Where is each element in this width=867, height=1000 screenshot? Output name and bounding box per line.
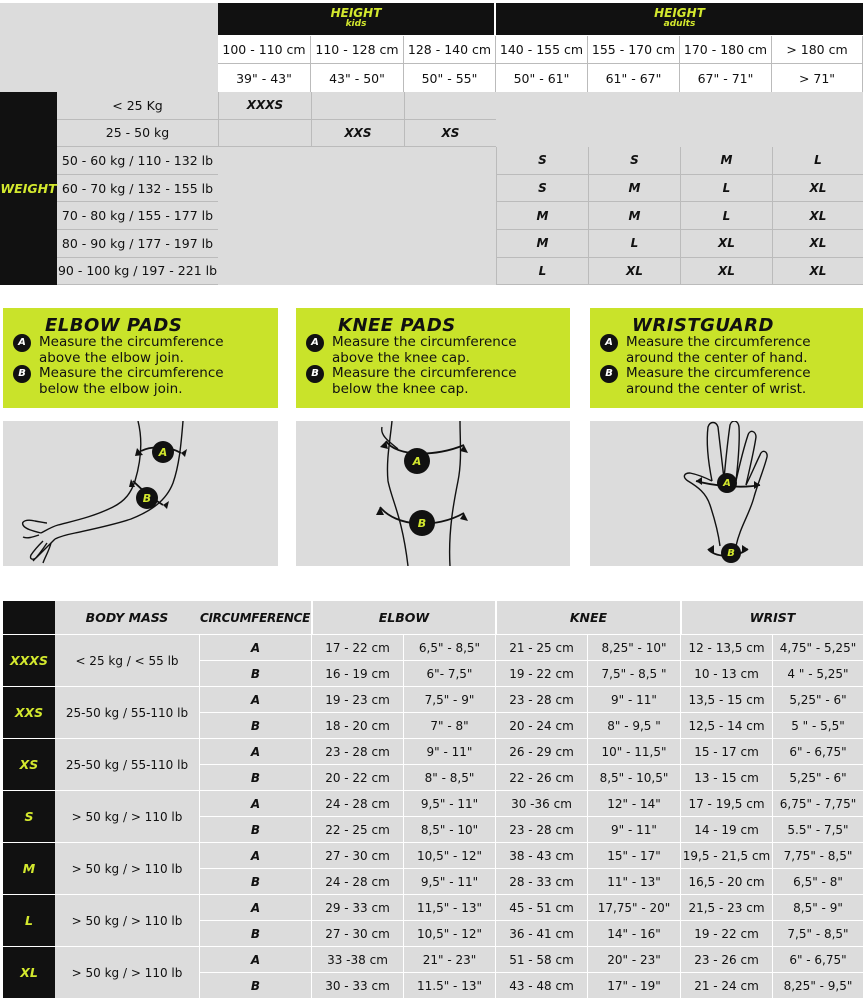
header-knee: KNEE [495,601,680,634]
value-cell: 7,75" - 8,5" [772,843,863,868]
instruction-text: Measure the circumference [39,334,224,350]
instruction-text: Measure the circumference [332,365,517,381]
circ-a-cell: A [199,791,311,816]
size-cell: XL [772,230,863,258]
top-corner [0,3,218,92]
value-cell: 7" - 8" [403,713,495,738]
circ-b-cell: B [199,921,311,946]
circ-a-cell: A [199,947,311,972]
value-cell: 14" - 16" [587,921,680,946]
circ-b-cell: B [199,765,311,790]
height-inch-cell: 50" - 61" [496,64,588,92]
height-inch-cell: 50" - 55" [404,64,496,92]
body-mass-cell: 25-50 kg / 55-110 lb [55,739,199,790]
marker-b: B [136,487,158,509]
instruction-a [600,335,853,366]
value-cell: 26 - 29 cm [495,739,587,764]
size-cell: XXXS [218,92,311,120]
elbow-illustration [3,421,278,566]
value-cell: 21" - 23" [403,947,495,972]
value-cell: 5.5" - 7,5" [772,817,863,842]
circ-a-cell: A [199,895,311,920]
measure-panel [3,308,278,408]
marker-a: A [404,448,430,474]
header-circumference: CIRCUMFERENCE [200,610,310,625]
marker-a: A [306,334,324,352]
size-cell: S [588,147,680,175]
size-cell: M [496,230,588,258]
size-label: XL [3,947,55,998]
body-mass-cell: 25-50 kg / 55-110 lb [55,687,199,738]
value-cell: 6" - 6,75" [772,739,863,764]
marker-a: A [152,441,174,463]
body-mass-cell: > 50 kg / > 110 lb [55,791,199,842]
instruction-text: Measure the circumference [626,334,811,350]
value-cell: 5 " - 5,5" [772,713,863,738]
circ-a-cell: A [199,739,311,764]
value-cell: 17,75" - 20" [587,895,680,920]
value-cell: 45 - 51 cm [495,895,587,920]
value-cell: 7,5" - 8,5 " [587,661,680,686]
size-cell: M [588,175,680,203]
value-cell: 17 - 22 cm [311,635,403,660]
value-cell: 12 - 13,5 cm [680,635,772,660]
instruction-text: Measure the circumference [626,365,811,381]
height-inch-cell: 43" - 50" [311,64,404,92]
size-cell: S [496,147,588,175]
height-inch-cell: 61" - 67" [588,64,680,92]
value-cell: 13,5 - 15 cm [680,687,772,712]
panel-title: WRISTGUARD [632,315,774,336]
value-cell: 24 - 28 cm [311,791,403,816]
height-adults-sub: adults [663,19,696,29]
body-mass-cell: > 50 kg / > 110 lb [55,895,199,946]
size-cell: S [496,175,588,203]
size-cell [311,92,404,120]
value-cell: 24 - 28 cm [311,869,403,894]
instruction-text: above the knee cap. [332,349,470,366]
weight-range-cell: < 25 Kg [57,92,218,120]
instruction-text: Measure the circumference [39,365,224,381]
marker-b: B [721,543,741,563]
value-cell: 28 - 33 cm [495,869,587,894]
value-cell: 7,5" - 8,5" [772,921,863,946]
value-cell: 10 - 13 cm [680,661,772,686]
header-corner [3,601,55,634]
value-cell: 19 - 22 cm [680,921,772,946]
size-cell: XL [772,202,863,230]
size-cell: XL [588,258,680,286]
header-wrist: WRIST [680,601,863,634]
value-cell: 9,5" - 11" [403,791,495,816]
value-cell: 8" - 8,5" [403,765,495,790]
value-cell: 17" - 19" [587,973,680,998]
size-cell: XL [772,175,863,203]
value-cell: 21 - 24 cm [680,973,772,998]
weight-range-cell: 90 - 100 kg / 197 - 221 lb [57,258,218,286]
value-cell: 11.5" - 13" [403,973,495,998]
panel-title: KNEE PADS [338,315,456,336]
header-elbow: ELBOW [311,601,495,634]
size-cell: L [680,175,772,203]
value-cell: 18 - 20 cm [311,713,403,738]
size-cell: M [680,147,772,175]
circ-b-cell: B [199,973,311,998]
value-cell: 8,5" - 10,5" [587,765,680,790]
value-cell: 19 - 22 cm [495,661,587,686]
marker-b: B [409,510,435,536]
size-cell: L [496,258,588,286]
weight-range-cell: 25 - 50 kg [57,120,218,148]
value-cell: 14 - 19 cm [680,817,772,842]
value-cell: 23 - 26 cm [680,947,772,972]
height-adults-header [496,3,863,35]
marker-a: A [600,334,618,352]
value-cell: 5,25" - 6" [772,687,863,712]
value-cell: 6,75" - 7,75" [772,791,863,816]
circ-a-cell: A [199,687,311,712]
instruction-b [600,366,853,397]
knee-illustration [296,421,570,566]
size-label: XS [3,739,55,790]
measure-panel [590,308,863,408]
value-cell: 15 - 17 cm [680,739,772,764]
circ-b-cell: B [199,817,311,842]
size-cell [404,92,496,120]
height-cm-cell: 170 - 180 cm [680,36,772,64]
value-cell: 4,75" - 5,25" [772,635,863,660]
value-cell: 36 - 41 cm [495,921,587,946]
value-cell: 6"- 7,5" [403,661,495,686]
value-cell: 22 - 25 cm [311,817,403,842]
height-adults-label: HEIGHT [654,6,705,20]
circ-b-cell: B [199,869,311,894]
size-cell: L [772,147,863,175]
value-cell: 8" - 9,5 " [587,713,680,738]
weight-label: WEIGHT [0,92,57,285]
instruction-text: around the center of hand. [626,349,808,366]
instruction-text: below the elbow join. [39,380,183,397]
value-cell: 6,5" - 8" [772,869,863,894]
value-cell: 11" - 13" [587,869,680,894]
size-cell: XL [772,258,863,286]
value-cell: 9" - 11" [587,817,680,842]
instruction-text: below the knee cap. [332,380,469,397]
height-kids-sub: kids [345,19,367,29]
marker-a: A [717,473,737,493]
value-cell: 20 - 22 cm [311,765,403,790]
circ-a-cell: A [199,635,311,660]
height-cm-cell: > 180 cm [772,36,863,64]
size-cell: XXS [311,120,404,148]
value-cell: 21 - 25 cm [495,635,587,660]
value-cell: 21,5 - 23 cm [680,895,772,920]
value-cell: 17 - 19,5 cm [680,791,772,816]
value-cell: 30 - 33 cm [311,973,403,998]
marker-b: B [306,365,324,383]
value-cell: 10,5" - 12" [403,843,495,868]
value-cell: 19 - 23 cm [311,687,403,712]
body-mass-cell: < 25 kg / < 55 lb [55,635,199,686]
value-cell: 7,5" - 9" [403,687,495,712]
value-cell: 9" - 11" [403,739,495,764]
value-cell: 12,5 - 14 cm [680,713,772,738]
height-cm-cell: 100 - 110 cm [218,36,311,64]
value-cell: 8,25" - 10" [587,635,680,660]
instruction-text: Measure the circumference [332,334,517,350]
weight-range-cell: 70 - 80 kg / 155 - 177 lb [57,202,218,230]
instruction-text: above the elbow join. [39,349,184,366]
value-cell: 23 - 28 cm [311,739,403,764]
size-cell: M [588,202,680,230]
value-cell: 10,5" - 12" [403,921,495,946]
instruction-a [306,335,560,366]
height-inch-cell: 39" - 43" [218,64,311,92]
size-label: M [3,843,55,894]
body-mass-cell: > 50 kg / > 110 lb [55,843,199,894]
value-cell: 6,5" - 8,5" [403,635,495,660]
wrist-illustration [590,421,863,566]
circ-a-cell: A [199,843,311,868]
weight-range-cell: 50 - 60 kg / 110 - 132 lb [57,147,218,175]
knee-leg-icon [296,421,570,566]
value-cell: 27 - 30 cm [311,843,403,868]
value-cell: 22 - 26 cm [495,765,587,790]
marker-b: B [13,365,31,383]
weight-range-cell: 60 - 70 kg / 132 - 155 lb [57,175,218,203]
height-kids-header [218,3,494,35]
value-cell: 43 - 48 cm [495,973,587,998]
value-cell: 16,5 - 20 cm [680,869,772,894]
value-cell: 23 - 28 cm [495,817,587,842]
value-cell: 27 - 30 cm [311,921,403,946]
size-cell: XL [680,230,772,258]
height-inch-cell: 67" - 71" [680,64,772,92]
size-label: XXXS [3,635,55,686]
value-cell: 9" - 11" [587,687,680,712]
value-cell: 30 -36 cm [495,791,587,816]
value-cell: 13 - 15 cm [680,765,772,790]
panel-title: ELBOW PADS [45,315,183,336]
header-body-mass: BODY MASS [85,610,169,625]
circ-b-cell: B [199,661,311,686]
value-cell: 15" - 17" [587,843,680,868]
value-cell: 8,5" - 10" [403,817,495,842]
size-label: L [3,895,55,946]
height-cm-cell: 110 - 128 cm [311,36,404,64]
value-cell: 12" - 14" [587,791,680,816]
value-cell: 33 -38 cm [311,947,403,972]
instruction-b [13,366,268,397]
value-cell: 11,5" - 13" [403,895,495,920]
height-cm-cell: 128 - 140 cm [404,36,496,64]
value-cell: 10" - 11,5" [587,739,680,764]
size-cell: L [588,230,680,258]
height-cm-cell: 140 - 155 cm [496,36,588,64]
value-cell: 51 - 58 cm [495,947,587,972]
instruction-b [306,366,560,397]
size-cell: L [680,202,772,230]
body-mass-cell: > 50 kg / > 110 lb [55,947,199,998]
size-label: S [3,791,55,842]
marker-a: A [13,334,31,352]
value-cell: 8,25" - 9,5" [772,973,863,998]
value-cell: 6" - 6,75" [772,947,863,972]
marker-b: B [600,365,618,383]
instruction-text: around the center of wrist. [626,380,807,397]
size-cell: XS [404,120,496,148]
value-cell: 19,5 - 21,5 cm [680,843,772,868]
value-cell: 20" - 23" [587,947,680,972]
value-cell: 16 - 19 cm [311,661,403,686]
measure-panel [296,308,570,408]
size-cell: M [496,202,588,230]
value-cell: 23 - 28 cm [495,687,587,712]
value-cell: 38 - 43 cm [495,843,587,868]
value-cell: 8,5" - 9" [772,895,863,920]
value-cell: 5,25" - 6" [772,765,863,790]
value-cell: 4 " - 5,25" [772,661,863,686]
weight-range-cell: 80 - 90 kg / 177 - 197 lb [57,230,218,258]
size-label: XXS [3,687,55,738]
height-kids-label: HEIGHT [330,6,382,20]
value-cell: 20 - 24 cm [495,713,587,738]
height-inch-cell: > 71" [772,64,863,92]
height-cm-cell: 155 - 170 cm [588,36,680,64]
value-cell: 9,5" - 11" [403,869,495,894]
circ-b-cell: B [199,713,311,738]
value-cell: 29 - 33 cm [311,895,403,920]
size-cell: XL [680,258,772,286]
instruction-a [13,335,268,366]
size-cell [218,120,311,148]
